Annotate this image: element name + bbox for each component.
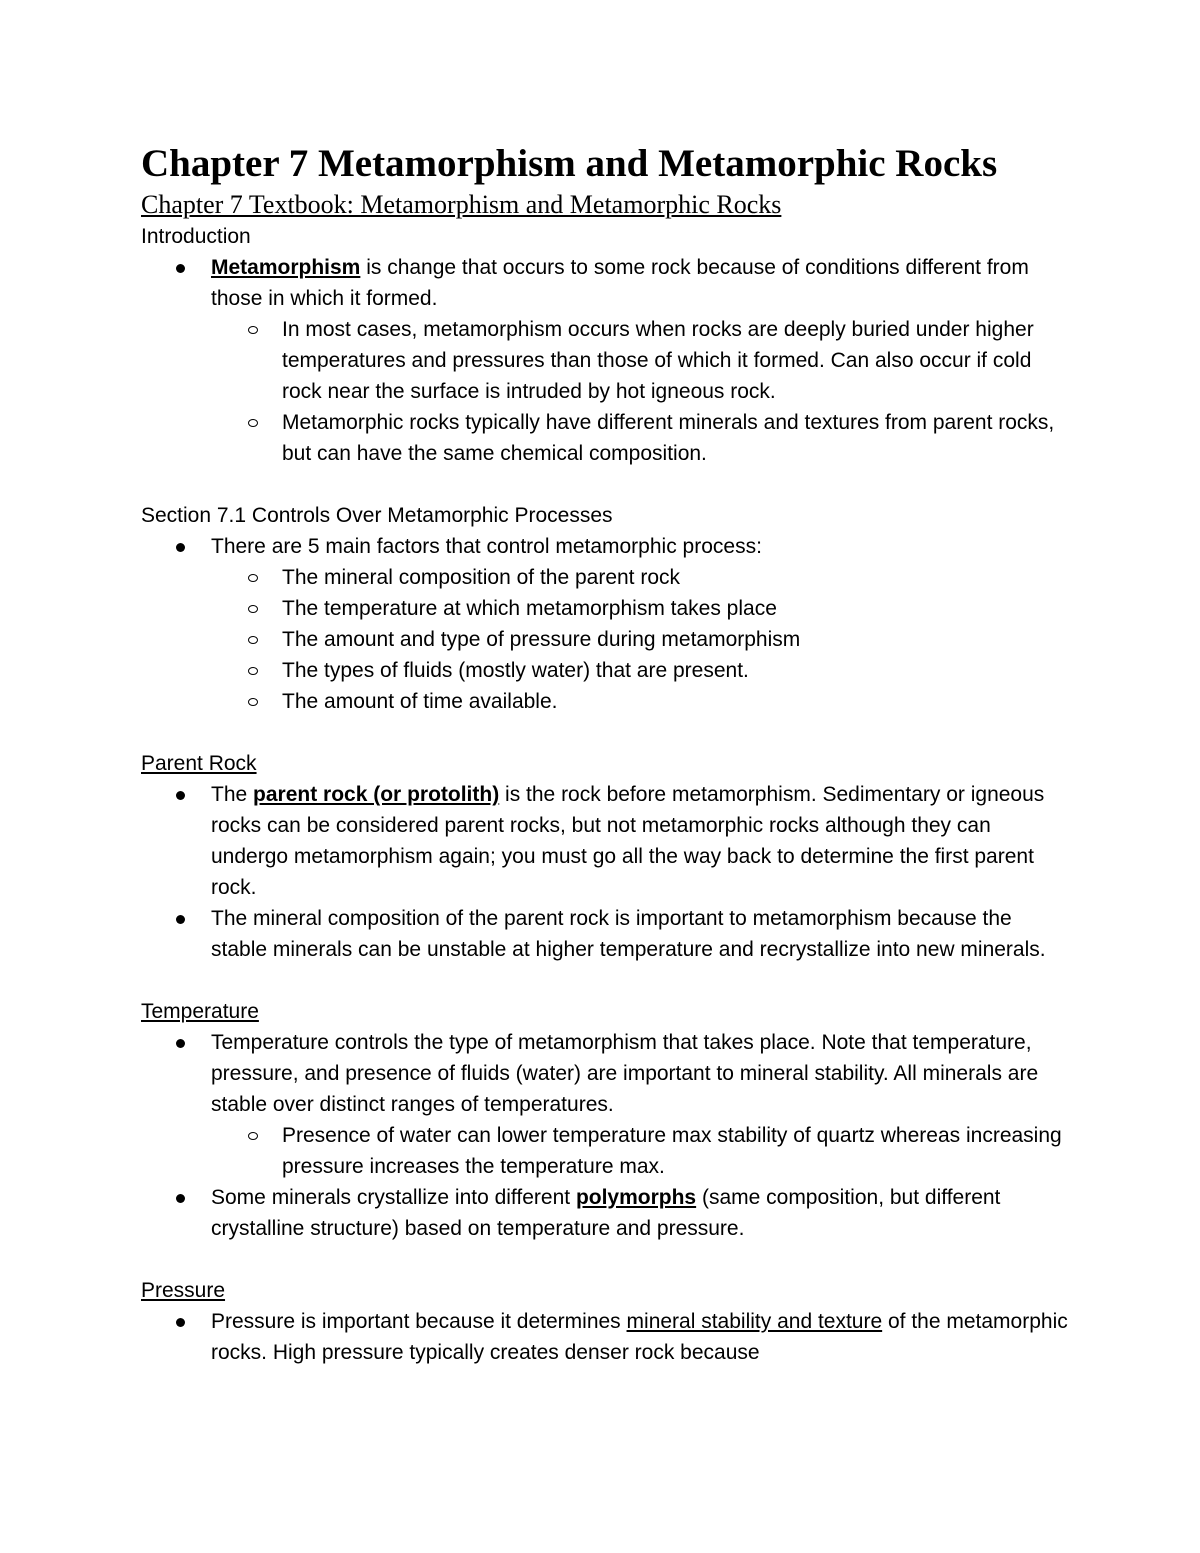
- parent-rock-list: [141, 779, 1071, 965]
- spacer: [141, 717, 1071, 748]
- sub-list-item: [141, 686, 1071, 717]
- notes-body: [141, 221, 1071, 1368]
- list-item-text: Presence of water can lower temperature max stability of quartz whereas increasing pressure increases the temperature max.: [282, 1124, 1062, 1178]
- list-item: [141, 779, 1071, 903]
- spacer: [141, 965, 1071, 996]
- pressure-heading: Pressure: [141, 1279, 226, 1302]
- document-content: [141, 140, 1071, 1368]
- spacer: [141, 1244, 1071, 1275]
- list-item: [141, 531, 1071, 562]
- list-item-text: Some minerals crystallize into different: [211, 1186, 576, 1209]
- list-item: [141, 903, 1071, 965]
- list-item-text: The amount and type of pressure during metamorphism: [282, 628, 801, 651]
- term-metamorphism: Metamorphism: [211, 256, 361, 279]
- sub-list-item: [141, 562, 1071, 593]
- list-item: [141, 1027, 1071, 1120]
- list-item-text: The mineral composition of the parent rock: [282, 566, 681, 589]
- sub-list-item: [141, 314, 1071, 407]
- term-polymorphs: polymorphs: [575, 1186, 697, 1209]
- list-item-text: is the rock before metamorphism. Sedimentary or igneous rocks can be considered parent rocks, but not metamorphic rocks although they can undergo metamorphism again; you must go all the way back to determine the first parent rock.: [211, 783, 1045, 899]
- list-item-text: The: [211, 783, 254, 806]
- spacer: [141, 469, 1071, 500]
- document-title: Chapter 7 Metamorphism and Metamorphic Rocks: [141, 142, 998, 185]
- list-item-text: The types of fluids (mostly water) that are present.: [282, 659, 749, 682]
- parent-rock-heading: Parent Rock: [141, 752, 257, 775]
- sub-list-item: [141, 593, 1071, 624]
- temperature-list: [141, 1027, 1071, 1244]
- list-item-text: Temperature controls the type of metamorphism that takes place. Note that temperature, pressure, and presence of fluids (water) are important to mineral stability. All minerals are stable over distinct ranges of temperatures.: [211, 1031, 1039, 1116]
- list-item-text: of the metamorphic rocks. High pressure typically creates denser rock because: [211, 1310, 1068, 1364]
- list-item-text: (same composition, but different crystalline structure) based on temperature and pressure.: [211, 1186, 1001, 1240]
- temperature-heading: Temperature: [141, 1000, 259, 1023]
- introduction-heading: Introduction: [141, 225, 251, 248]
- underlined-phrase: mineral stability and texture: [626, 1310, 883, 1333]
- list-item-text: is change that occurs to some rock because of conditions different from those in which it formed.: [211, 256, 1029, 310]
- list-item: [141, 252, 1071, 314]
- section-71-heading: Section 7.1 Controls Over Metamorphic Processes: [141, 504, 613, 527]
- sub-list-item: [141, 1120, 1071, 1182]
- list-item: [141, 1182, 1071, 1244]
- list-item-text: In most cases, metamorphism occurs when rocks are deeply buried under higher temperatures and pressures than those of which it formed. Can also occur if cold rock near the surface is intruded by hot igneous rock.: [282, 318, 1034, 403]
- list-item-text: The amount of time available.: [282, 690, 558, 713]
- list-item-text: The temperature at which metamorphism takes place: [282, 597, 777, 620]
- list-item-text: The mineral composition of the parent rock is important to metamorphism because the stable minerals can be unstable at higher temperature and recrystallize into new minerals.: [211, 907, 1046, 961]
- sub-list-item: [141, 655, 1071, 686]
- list-item-text: Pressure is important because it determines: [211, 1310, 627, 1333]
- sub-list-item: [141, 624, 1071, 655]
- pressure-list: [141, 1306, 1071, 1368]
- list-item-text: There are 5 main factors that control metamorphic process:: [211, 535, 762, 558]
- document-subtitle: Chapter 7 Textbook: Metamorphism and Metamorphic Rocks: [141, 190, 782, 219]
- introduction-list: [141, 252, 1071, 469]
- list-item: [141, 1306, 1071, 1368]
- sub-list-item: [141, 407, 1071, 469]
- section-71-list: [141, 531, 1071, 717]
- list-item-text: Metamorphic rocks typically have different minerals and textures from parent rocks, but can have the same chemical composition.: [282, 411, 1055, 465]
- term-parent-rock: parent rock (or protolith): [253, 783, 500, 806]
